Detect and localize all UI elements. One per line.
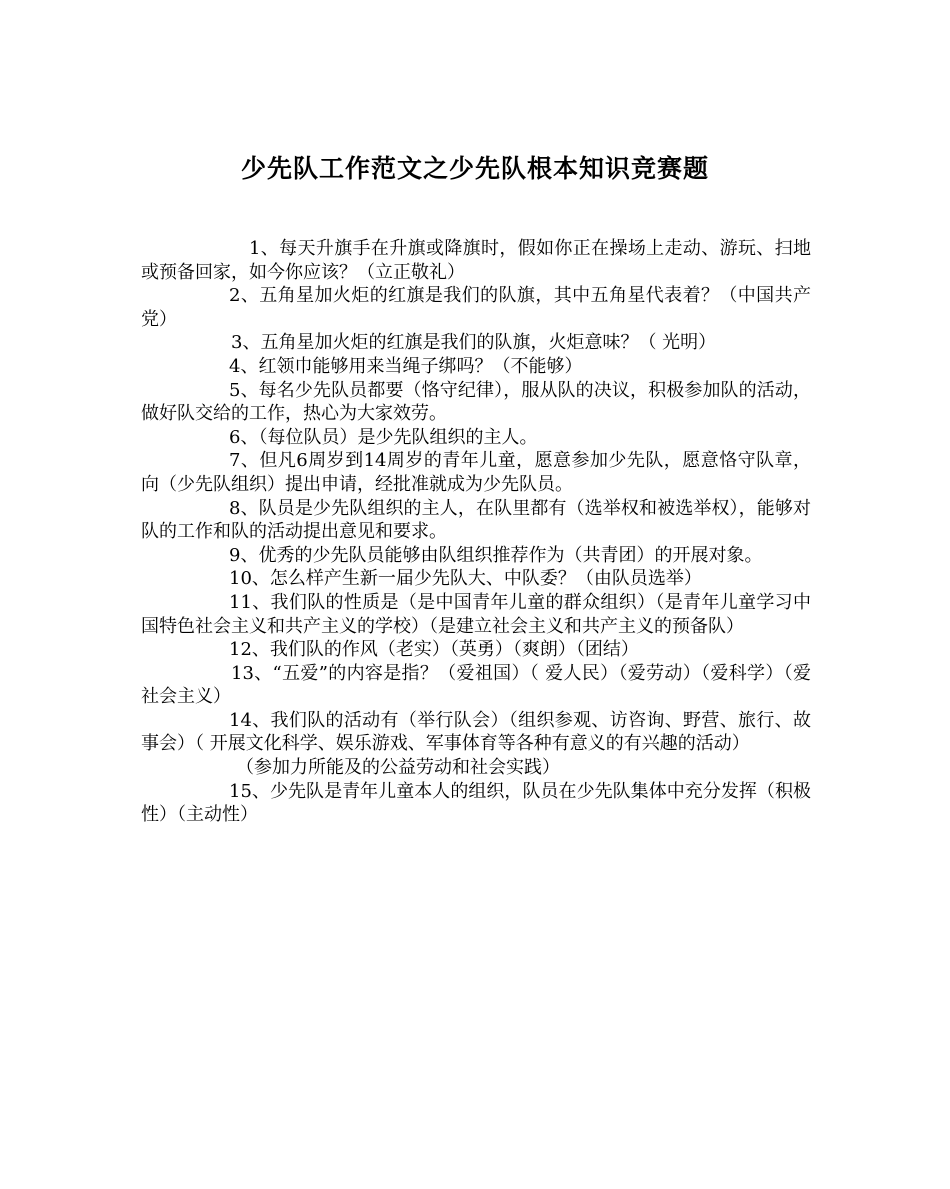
question-1: 1、每天升旗手在升旗或降旗时，假如你正在操场上走动、游玩、扫地或预备回家，如今你应该？（立正敬礼） <box>141 238 811 283</box>
question-11: 11、我们队的性质是（是中国青年儿童的群众组织）（是青年儿童学习中国特色社会主义和共产主义的学校）（是建立社会主义和共产主义的预备队） <box>141 591 811 637</box>
question-13: 13、“五爱”的内容是指？（爱祖国）（ 爱人民）（爱劳动）（爱科学）（爱社会主义） <box>141 662 811 708</box>
question-15: 15、少先队是青年儿童本人的组织，队员在少先队集体中充分发挥（积极性）（主动性） <box>141 780 811 826</box>
page-title: 少先队工作范文之少先队根本知识竞赛题 <box>240 153 709 183</box>
question-14-continued: （参加力所能及的公益劳动和社会实践） <box>236 757 560 779</box>
question-3: 3、五角星加火炬的红旗是我们的队旗，火炬意味？（ 光明） <box>231 332 717 354</box>
question-5: 5、每名少先队员都要（恪守纪律），服从队的决议，积极参加队的活动，做好队交给的工作，热心为大家效劳。 <box>141 379 811 425</box>
question-14: 14、我们队的活动有（举行队会）（组织参观、访咨询、野营、旅行、故事会）（ 开展文化科学、娱乐游戏、军事体育等各种有意义的有兴趣的活动） <box>141 709 811 755</box>
question-4: 4、红领巾能够用来当绳子绑吗？（不能够） <box>229 355 583 377</box>
question-2: 2、五角星加火炬的红旗是我们的队旗，其中五角星代表着？（中国共产党） <box>141 285 811 330</box>
question-12: 12、我们队的作风（老实）（英勇）（爽朗）（团结） <box>229 639 639 661</box>
question-list <box>141 237 811 827</box>
question-6: 6、（每位队员）是少先队组织的主人。 <box>229 426 538 448</box>
question-9: 9、优秀的少先队员能够由队组织推荐作为（共青团）的开展对象。 <box>229 544 763 566</box>
question-7: 7、但凡6周岁到14周岁的青年儿童，愿意参加少先队，愿意恪守队章，向（少先队组织）提出申请，经批准就成为少先队员。 <box>141 450 811 495</box>
question-8: 8、队员是少先队组织的主人，在队里都有（选举权和被选举权），能够对队的工作和队的活动提出意见和要求。 <box>141 497 811 543</box>
question-10: 10、怎么样产生新一届少先队大、中队委？（由队员选举） <box>229 568 702 590</box>
